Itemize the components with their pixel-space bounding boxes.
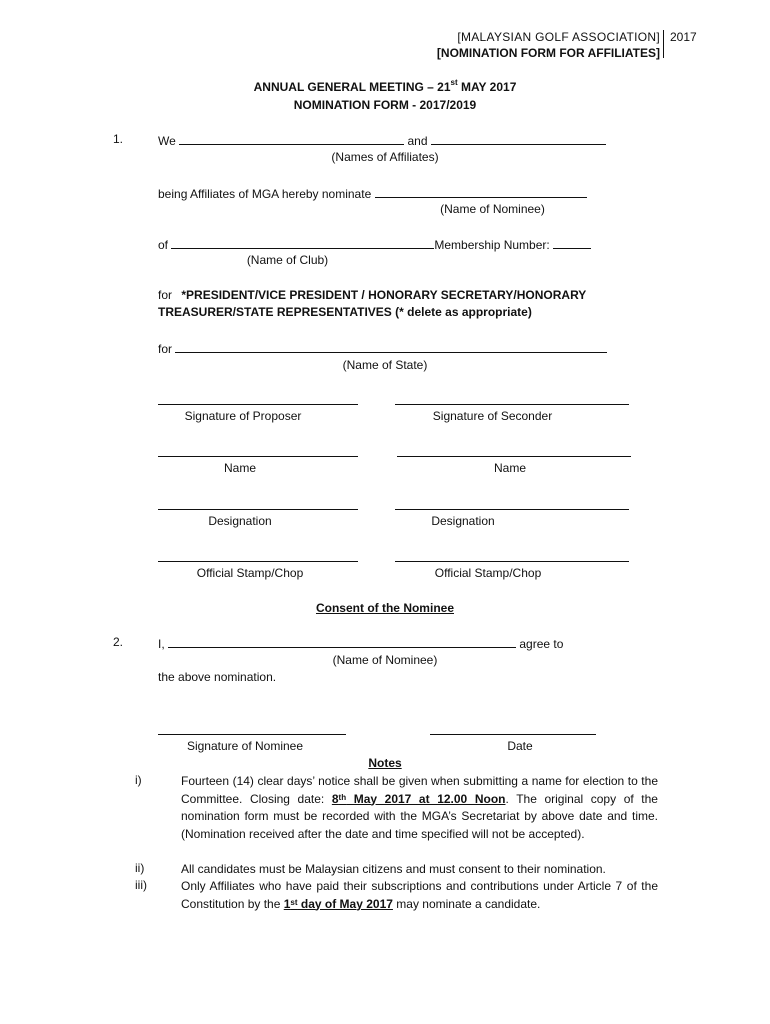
we-label: We	[158, 134, 176, 148]
header-org: [MALAYSIAN GOLF ASSOCIATION]	[457, 30, 660, 44]
note-3	[181, 878, 658, 913]
proposer-caption: Signature of Proposer	[184, 409, 302, 423]
date-line[interactable]	[430, 722, 596, 735]
positions-line2: TREASURER/STATE REPRESENTATIVES (* delete as appropriate)	[158, 305, 532, 319]
for-label: for	[158, 288, 173, 302]
club-caption: (Name of Club)	[246, 253, 329, 267]
note-marker-3: iii)	[135, 878, 147, 892]
consent-number: 2.	[113, 635, 124, 649]
note-1	[181, 773, 658, 843]
seconder-caption: Signature of Seconder	[432, 409, 553, 423]
proposer-signature-line[interactable]	[158, 392, 358, 405]
seconder-designation-line[interactable]	[395, 497, 629, 510]
consent-above-text: the above nomination.	[158, 670, 277, 684]
title-sup: st	[450, 78, 458, 87]
consent-line	[158, 635, 563, 651]
consent-nominee-caption: (Name of Nominee)	[332, 653, 438, 667]
affiliate-2-field[interactable]	[431, 132, 606, 145]
date-caption: Date	[507, 739, 533, 753]
positions-line1	[158, 288, 586, 302]
affiliates-caption: (Names of Affiliates)	[331, 150, 439, 164]
note-1-text: Fourteen (14) clear days’ notice shall be given when submitting a name for election to the Committee. Closing date:	[181, 774, 658, 806]
deadline-day: 1	[283, 896, 291, 911]
closing-date-day: 8	[331, 791, 339, 806]
document-subtitle: NOMINATION FORM - 2017/2019	[293, 98, 477, 112]
note-marker-1: i)	[135, 773, 142, 787]
closing-date-rest: May 2017 at 12.00 Noon	[346, 791, 506, 806]
membership-number-field[interactable]	[553, 236, 591, 249]
header-divider	[663, 30, 664, 58]
nominee-signature-caption: Signature of Nominee	[186, 739, 304, 753]
state-line	[158, 340, 607, 356]
state-field[interactable]	[175, 340, 607, 353]
seconder-signature-line[interactable]	[395, 392, 629, 405]
closing-date-sup: th	[338, 792, 347, 802]
affiliates-line	[158, 132, 606, 148]
agree-label: agree to	[519, 637, 564, 651]
note-3-text-cont: may nominate a candidate.	[392, 896, 541, 911]
nominate-text: being Affiliates of MGA hereby nominate	[158, 187, 372, 201]
membership-label: Membership Number:	[434, 238, 550, 252]
proposer-stamp-caption: Official Stamp/Chop	[196, 566, 304, 580]
positions-text-1: *PRESIDENT/VICE PRESIDENT / HONORARY SECRETARY/HONORARY	[181, 288, 587, 302]
seconder-stamp-line[interactable]	[395, 549, 629, 562]
seconder-stamp-caption: Official Stamp/Chop	[434, 566, 542, 580]
affiliate-1-field[interactable]	[179, 132, 404, 145]
header-year: 2017	[670, 30, 697, 44]
of-label: of	[158, 238, 169, 252]
nominee-signature-line[interactable]	[158, 722, 346, 735]
note-1-text-cont: . The original copy of the nomination form must be recorded with the MGA’s Secretariat by above date and time. (Nomination received after the date and time specified will not be accepted).	[181, 791, 658, 841]
for-state-label: for	[158, 342, 173, 356]
seconder-name-line[interactable]	[397, 444, 631, 457]
deadline-rest: day of May 2017	[297, 896, 393, 911]
note-3-text: Only Affiliates who have paid their subscriptions and contributions under Article 7 of the Constitution by the	[181, 879, 658, 911]
proposer-designation-caption: Designation	[208, 514, 272, 528]
proposer-name-line[interactable]	[158, 444, 358, 457]
deadline-date	[284, 897, 393, 911]
closing-date	[332, 792, 506, 806]
state-caption: (Name of State)	[342, 358, 428, 372]
consent-heading: Consent of the Nominee	[315, 601, 454, 615]
deadline-sup: st	[290, 897, 298, 907]
proposer-designation-line[interactable]	[158, 497, 358, 510]
note-2: All candidates must be Malaysian citizens and must consent to their nomination.	[181, 862, 606, 876]
proposer-name-caption: Name	[223, 461, 256, 475]
header-form-title: [NOMINATION FORM FOR AFFILIATES]	[436, 46, 660, 60]
document-title	[0, 80, 770, 94]
seconder-name-caption: Name	[493, 461, 526, 475]
and-label: and	[407, 134, 428, 148]
seconder-designation-caption: Designation	[431, 514, 495, 528]
consent-nominee-field[interactable]	[168, 635, 516, 648]
club-field[interactable]	[171, 236, 434, 249]
nominee-field[interactable]	[375, 185, 587, 198]
title-line1-end: MAY 2017	[457, 80, 517, 94]
title-line1: ANNUAL GENERAL MEETING – 21	[253, 80, 451, 94]
proposer-stamp-line[interactable]	[158, 549, 358, 562]
nominate-line	[158, 185, 587, 201]
nominee-caption: (Name of Nominee)	[440, 202, 545, 216]
i-label: I,	[158, 637, 165, 651]
club-line	[158, 236, 591, 252]
note-marker-2: ii)	[135, 861, 145, 875]
notes-heading: Notes	[368, 756, 402, 770]
section-number: 1.	[113, 132, 124, 146]
